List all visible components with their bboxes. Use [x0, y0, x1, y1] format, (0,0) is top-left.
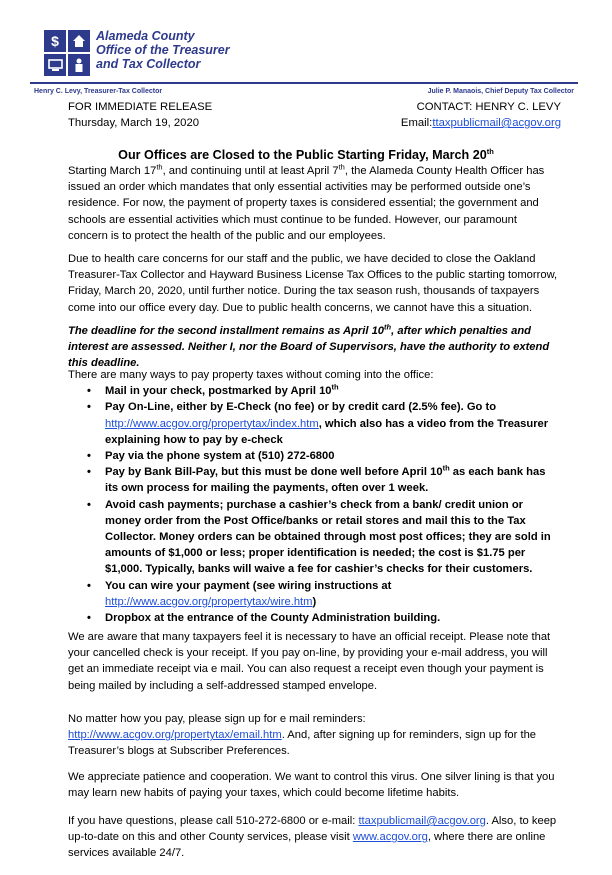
house-icon: [68, 30, 90, 52]
county-logo: [44, 30, 90, 76]
wire-link[interactable]: http://www.acgov.org/propertytax/wire.htm: [105, 595, 313, 608]
email-reminder-link[interactable]: http://www.acgov.org/propertytax/email.htm: [68, 729, 282, 742]
index-link[interactable]: http://www.acgov.org/propertytax/index.htm: [105, 417, 319, 430]
paragraph-2: Due to health care concerns for our staff and the public, we have decided to close the Oakland Treasurer-Tax Collector and Hayward Business License Tax Offices to the public starting tomorrow, Friday, March 20, 2020, until further notice. During the tax season rush, thousands of taxpayers come into our office every day. Due to public health concerns, we cannot have this a situation.: [68, 253, 558, 314]
release-date: Thursday, March 19, 2020: [68, 117, 200, 129]
payment-list: [68, 383, 558, 626]
release-label: FOR IMMEDIATE RELEASE: [68, 101, 213, 113]
ways-section: [68, 367, 558, 626]
header-email-link[interactable]: ttaxpublicmail@acgov.org: [432, 117, 561, 129]
deputy-name: Julie P. Manaois, Chief Deputy Tax Collector: [427, 88, 574, 95]
paragraph-appreciation: We appreciate patience and cooperation. We want to control this virus. One silver lining is that you may learn new habits of paying your taxes, which could become lifetime habits.: [68, 771, 555, 800]
acgov-link[interactable]: www.acgov.org: [352, 831, 428, 844]
paragraph-reminders: No matter how you pay, please sign up for e mail reminders: http://www.acgov.org/propertytax/email.htm. And, after signing up for reminders, sign up for the Treasurer’s blogs at Subscriber Preferences.: [68, 713, 537, 758]
list-item: • Mail in your check, postmarked by April 10th: [68, 383, 558, 399]
list-item: • Pay by Bank Bill-Pay, but this must be done well before April 10th as each bank has its own process for mailing the payments, often over 1 week.: [68, 464, 558, 496]
paragraph-receipt: We are aware that many taxpayers feel it is necessary to have an official receipt. Please note that your cancelled check is your receipt. If you pay on-line, by providing your e-mail address, you will get an immediate receipt via e mail. You can also request a receipt even though your payment is being mailed by including a self-addressed stamped envelope.: [68, 631, 551, 692]
paragraph-1: Starting March 17th, and continuing until at least April 7th, the Alameda County Health Officer has issued an order which mandates that only essential activities may be performed outside one’s residence. For now, the payment of property taxes is considered essential; the government and schools are essential activities which must continue to be funded. However, our paramount concern is to protect the health of the public and our employees.: [68, 162, 545, 242]
contact-email: [401, 116, 561, 130]
list-item: • You can wire your payment (see wiring instructions at http://www.acgov.org/propertytax/wire.htm): [68, 578, 558, 610]
org-line-2: Office of the Treasurer: [96, 43, 230, 57]
list-item: • Pay via the phone system at (510) 272-6800: [68, 448, 558, 464]
title-text: Our Offices are Closed to the Public Starting Friday, March 20: [118, 148, 487, 162]
header-rule: [30, 82, 578, 84]
org-line-1: Alameda County: [96, 29, 195, 43]
list-item: • Pay On-Line, either by E-Check (no fee) or by credit card (2.5% fee). Go to http://www.acgov.org/propertytax/index.htm, which also has a video from the Treasurer explaining how to pay by e-check: [68, 399, 558, 448]
contact-name: CONTACT: HENRY C. LEVY: [416, 101, 561, 113]
list-item: • Avoid cash payments; purchase a cashier’s check from a bank/ credit union or money order from the Post Office/banks or retail stores and mail this to the Tax Collector. Money orders can be obtained through most post offices; they are sold in amounts of $1,000 or less; proper identification is needed; the cost is $1.75 per $1,000. Typically, banks will waive a fee for cashier’s checks for their customers.: [68, 497, 558, 578]
ways-intro: There are many ways to pay property taxes without coming into the office:: [68, 369, 434, 381]
email-label: Email:: [400, 117, 433, 129]
person-icon: [68, 54, 90, 76]
treasurer-name: Henry C. Levy, Treasurer-Tax Collector: [34, 88, 163, 95]
body-text: [68, 163, 558, 244]
paragraph-deadline: The deadline for the second installment remains as April 10th, after which penalties and interest are assessed. Neither I, nor the Board of Supervisors, have the authority to extend this deadline.: [68, 322, 550, 370]
title-sup: th: [486, 146, 494, 156]
page-title: [0, 148, 612, 162]
org-line-3: and Tax Collector: [96, 57, 201, 71]
org-name: [96, 29, 230, 71]
dollar-icon: $: [44, 30, 66, 52]
paragraph-questions: If you have questions, please call 510-272-6800 or e-mail: ttaxpublicmail@acgov.org. Also, to keep up-to-date on this and other County services, please visit www.acgov.org, where there are online services available 24/7.: [68, 815, 557, 860]
list-item: • Dropbox at the entrance of the County Administration building.: [68, 610, 558, 626]
computer-icon: [44, 54, 66, 76]
footer-email-link[interactable]: ttaxpublicmail@acgov.org: [358, 815, 486, 827]
